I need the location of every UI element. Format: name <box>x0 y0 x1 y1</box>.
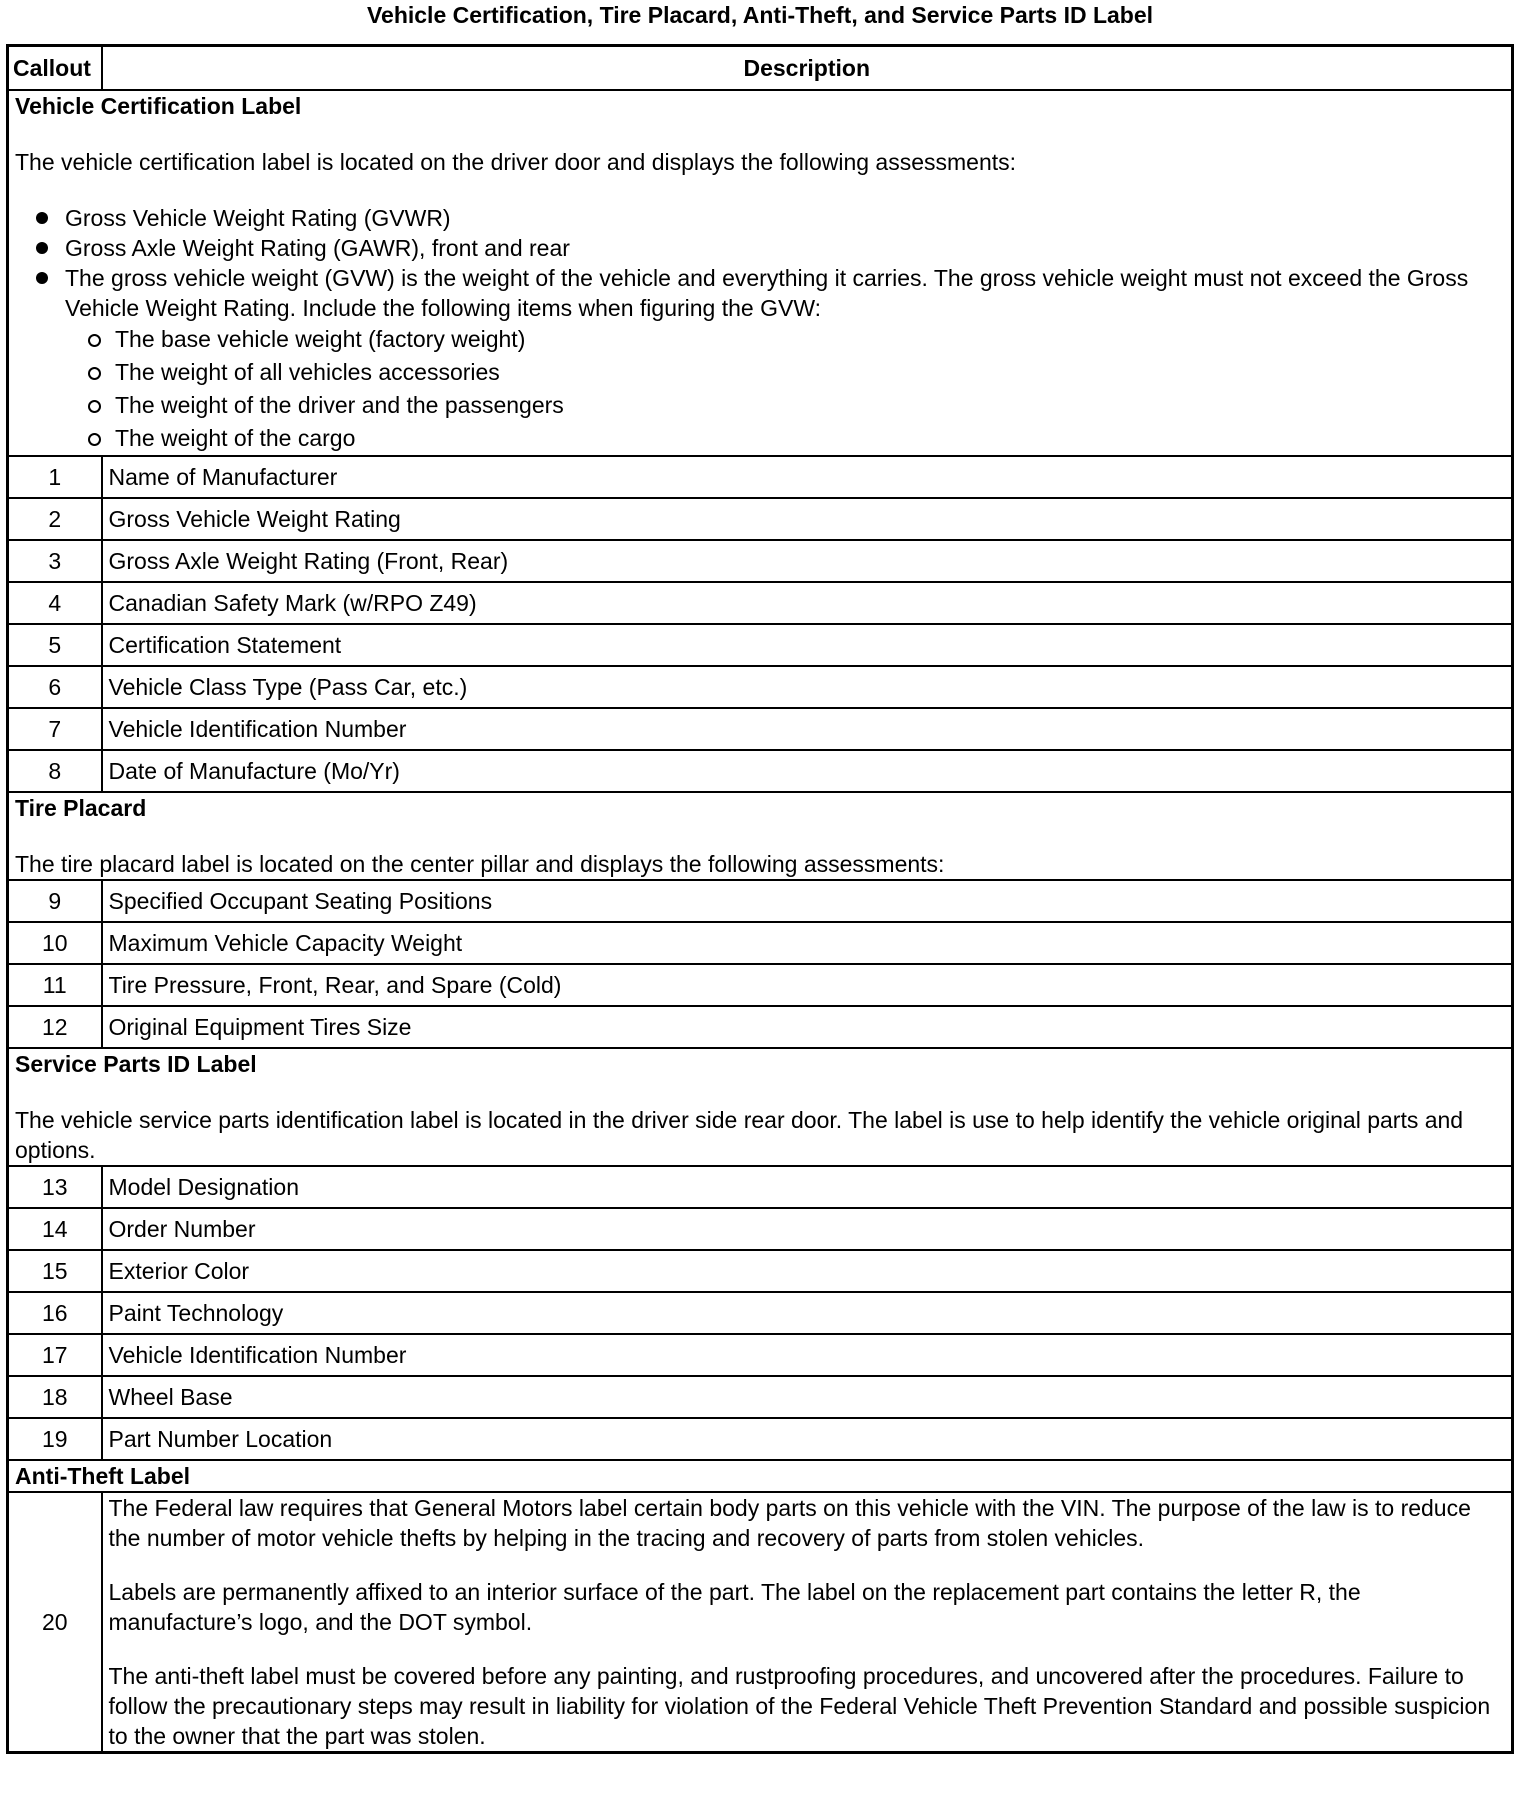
section-vehicle-certification <box>8 90 1513 456</box>
callout-number: 3 <box>8 540 102 582</box>
callout-description: Wheel Base <box>102 1376 1513 1418</box>
hollow-bullet-icon <box>88 367 101 380</box>
callout-description <box>102 1492 1513 1753</box>
table-row <box>8 1208 1513 1250</box>
callout-description: Paint Technology <box>102 1292 1513 1334</box>
callout-description: Exterior Color <box>102 1250 1513 1292</box>
sub-bullet-item: The weight of the cargo <box>15 422 1505 455</box>
callout-description: Tire Pressure, Front, Rear, and Spare (Cold) <box>102 964 1513 1006</box>
section-tire-placard <box>8 792 1513 880</box>
callout-number: 18 <box>8 1376 102 1418</box>
section-intro: The vehicle certification label is located on the driver door and displays the following assessments: <box>15 149 1017 175</box>
callout-number: 19 <box>8 1418 102 1460</box>
section-heading: Vehicle Certification Label <box>15 93 302 119</box>
callout-number: 14 <box>8 1208 102 1250</box>
table-row <box>8 750 1513 792</box>
callout-description: Specified Occupant Seating Positions <box>102 880 1513 922</box>
callout-description: Gross Vehicle Weight Rating <box>102 498 1513 540</box>
callout-number: 1 <box>8 456 102 498</box>
bullet-item: Gross Vehicle Weight Rating (GVWR) <box>15 203 1505 233</box>
description-column-header: Description <box>102 46 1513 91</box>
callout-number: 10 <box>8 922 102 964</box>
callout-description: Model Designation <box>102 1166 1513 1208</box>
hollow-bullet-icon <box>88 334 101 347</box>
table-row <box>8 1418 1513 1460</box>
table-row <box>8 1334 1513 1376</box>
callout-description: Order Number <box>102 1208 1513 1250</box>
table-row <box>8 708 1513 750</box>
callout-description: Vehicle Identification Number <box>102 1334 1513 1376</box>
table-row <box>8 1492 1513 1753</box>
table-row <box>8 1250 1513 1292</box>
callout-description: Vehicle Class Type (Pass Car, etc.) <box>102 666 1513 708</box>
bullet-dot-icon <box>36 242 48 254</box>
callout-number: 12 <box>8 1006 102 1048</box>
table-row <box>8 1292 1513 1334</box>
bullet-dot-icon <box>36 272 48 284</box>
table-row <box>8 1376 1513 1418</box>
table-row <box>8 880 1513 922</box>
hollow-bullet-icon <box>88 400 101 413</box>
table-row <box>8 456 1513 498</box>
callout-description: Part Number Location <box>102 1418 1513 1460</box>
bullet-item: Gross Axle Weight Rating (GAWR), front and rear <box>15 233 1505 263</box>
description-paragraph: The anti-theft label must be covered before any painting, and rustproofing procedures, and uncovered after the procedures. Failure to follow the precautionary steps may result in liability for violation of the Federal Vehicle Theft Prevention Standard and possible suspicion to the owner that the part was stolen. <box>108 1663 1491 1749</box>
sub-bullet-item: The weight of all vehicles accessories <box>15 356 1505 389</box>
section-heading: Anti-Theft Label <box>15 1463 191 1489</box>
table-row <box>8 582 1513 624</box>
callout-column-header: Callout <box>8 46 102 91</box>
table-row <box>8 624 1513 666</box>
table-row <box>8 498 1513 540</box>
callout-description: Vehicle Identification Number <box>102 708 1513 750</box>
callout-number: 7 <box>8 708 102 750</box>
table-header-row <box>8 46 1513 91</box>
section-intro: The tire placard label is located on the center pillar and displays the following assessments: <box>15 851 945 877</box>
callout-description: Original Equipment Tires Size <box>102 1006 1513 1048</box>
table-row <box>8 1006 1513 1048</box>
bullet-item: The gross vehicle weight (GVW) is the weight of the vehicle and everything it carries. The gross vehicle weight must not exceed the Gross Vehicle Weight Rating. Include the following items when figuring the GVW: <box>15 263 1505 323</box>
callout-number: 8 <box>8 750 102 792</box>
sub-bullet-list <box>15 323 1505 455</box>
callout-description: Name of Manufacturer <box>102 456 1513 498</box>
callout-number: 6 <box>8 666 102 708</box>
callout-number: 20 <box>8 1492 102 1753</box>
callout-number: 5 <box>8 624 102 666</box>
table-row <box>8 666 1513 708</box>
table-row <box>8 540 1513 582</box>
callout-number: 16 <box>8 1292 102 1334</box>
callout-description: Certification Statement <box>102 624 1513 666</box>
callout-description: Canadian Safety Mark (w/RPO Z49) <box>102 582 1513 624</box>
section-anti-theft <box>8 1460 1513 1492</box>
callout-description: Maximum Vehicle Capacity Weight <box>102 922 1513 964</box>
section-heading: Tire Placard <box>15 795 147 821</box>
callout-number: 2 <box>8 498 102 540</box>
table-row <box>8 964 1513 1006</box>
callout-number: 11 <box>8 964 102 1006</box>
sub-bullet-item: The base vehicle weight (factory weight) <box>15 323 1505 356</box>
section-service-parts <box>8 1048 1513 1166</box>
description-paragraph: Labels are permanently affixed to an interior surface of the part. The label on the replacement part contains the letter R, the manufacture’s logo, and the DOT symbol. <box>108 1579 1361 1635</box>
description-paragraph: The Federal law requires that General Motors label certain body parts on this vehicle with the VIN. The purpose of the law is to reduce the number of motor vehicle thefts by helping in the tracing and recovery of parts from stolen vehicles. <box>108 1495 1471 1551</box>
table-row <box>8 922 1513 964</box>
hollow-bullet-icon <box>88 433 101 446</box>
callout-description: Gross Axle Weight Rating (Front, Rear) <box>102 540 1513 582</box>
table-row <box>8 1166 1513 1208</box>
sub-bullet-item: The weight of the driver and the passengers <box>15 389 1505 422</box>
bullet-dot-icon <box>36 212 48 224</box>
callout-table <box>6 44 1514 1754</box>
section-intro: The vehicle service parts identification label is located in the driver side rear door. The label is use to help identify the vehicle original parts and options. <box>15 1107 1464 1163</box>
callout-number: 9 <box>8 880 102 922</box>
section-heading: Service Parts ID Label <box>15 1051 257 1077</box>
page-title: Vehicle Certification, Tire Placard, Anti-Theft, and Service Parts ID Label <box>366 2 1154 28</box>
callout-description: Date of Manufacture (Mo/Yr) <box>102 750 1513 792</box>
callout-number: 13 <box>8 1166 102 1208</box>
callout-number: 15 <box>8 1250 102 1292</box>
bullet-list <box>15 203 1505 323</box>
callout-number: 4 <box>8 582 102 624</box>
callout-number: 17 <box>8 1334 102 1376</box>
